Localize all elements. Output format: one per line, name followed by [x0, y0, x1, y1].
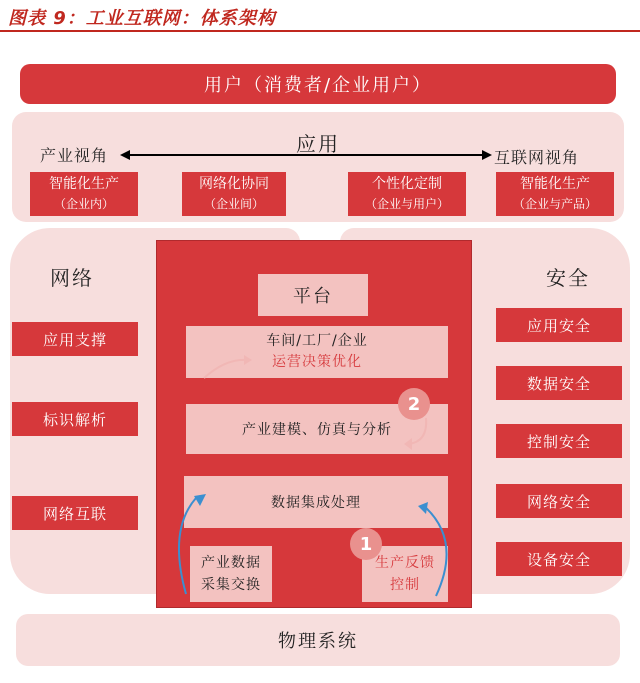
- app-box-3: [348, 172, 466, 216]
- collection-line1: 产业数据: [201, 555, 261, 571]
- internet-perspective-label: 互联网视角: [494, 148, 580, 167]
- modeling-box: 产业建模、仿真与分析: [186, 404, 448, 454]
- network-item-identifier: 标识解析: [12, 402, 138, 436]
- feedback-line1: 生产反馈: [375, 555, 435, 571]
- security-label: 安全: [546, 266, 590, 290]
- app-box-1-main: 智能化生产: [49, 176, 119, 192]
- security-item-app: 应用安全: [496, 308, 622, 342]
- app-box-4-sub: （企业与产品）: [512, 197, 597, 211]
- ops-line2: 运营决策优化: [272, 354, 362, 370]
- step-badge-1: 1: [350, 528, 382, 560]
- security-item-device: 设备安全: [496, 542, 622, 576]
- perspective-arrow: [120, 148, 492, 162]
- network-item-interconnect: 网络互联: [12, 496, 138, 530]
- network-item-app-support: 应用支撑: [12, 322, 138, 356]
- application-label: 应用: [296, 132, 340, 156]
- app-box-1: [30, 172, 138, 216]
- figure-title: 图表 9：工业互联网：体系架构: [8, 8, 276, 29]
- app-box-2-sub: （企业间）: [203, 197, 264, 211]
- security-item-network: 网络安全: [496, 484, 622, 518]
- app-box-4-main: 智能化生产: [520, 176, 590, 192]
- user-bar: 用户（消费者/企业用户）: [20, 64, 616, 104]
- cycle-arrows: [156, 330, 472, 610]
- title-divider: [0, 30, 640, 32]
- network-label: 网络: [50, 266, 94, 290]
- integration-box: 数据集成处理: [184, 476, 448, 528]
- app-box-3-main: 个性化定制: [372, 176, 442, 192]
- feedback-line2: 控制: [390, 577, 420, 593]
- platform-label: 平台: [258, 274, 368, 316]
- ops-line1: 车间/工厂/企业: [266, 333, 368, 349]
- app-box-4: [496, 172, 614, 216]
- app-box-1-sub: （企业内）: [53, 197, 114, 211]
- industry-perspective-label: 产业视角: [40, 146, 109, 165]
- security-item-control: 控制安全: [496, 424, 622, 458]
- app-box-2: [182, 172, 286, 216]
- step-badge-2: 2: [398, 388, 430, 420]
- security-item-data: 数据安全: [496, 366, 622, 400]
- app-box-2-main: 网络化协同: [199, 176, 269, 192]
- app-box-3-sub: （企业与用户）: [364, 197, 449, 211]
- physical-system-bar: 物理系统: [16, 614, 620, 666]
- collection-line2: 采集交换: [201, 577, 261, 593]
